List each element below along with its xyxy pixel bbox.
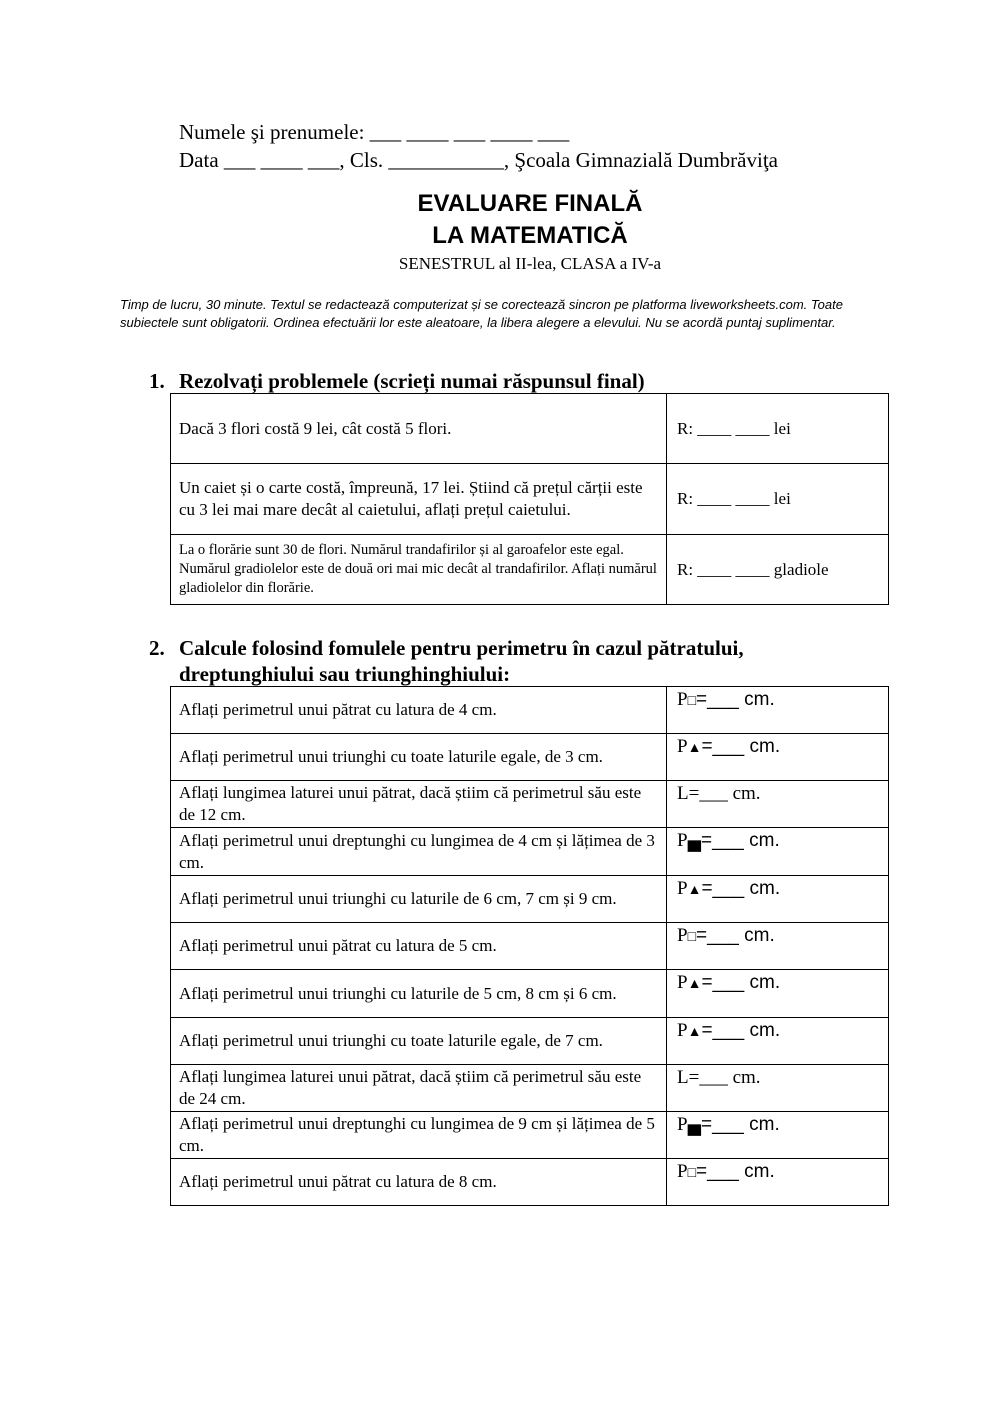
table-row (171, 464, 889, 535)
formula-prefix: P (677, 689, 688, 710)
formula-prefix: P (677, 1020, 688, 1041)
answer-field[interactable] (667, 1018, 889, 1065)
formula-prefix: P (677, 972, 688, 993)
instructions: Timp de lucru, 30 minute. Textul se redactează computerizat și se corectează sincron pe platforma liveworksheets.com. Toate subiectele sunt obligatorii. Ordinea efectuării lor este aleatoare, la libera alegere a elevului. Nu se acordă puntaj suplimentar. (120, 297, 843, 330)
section2-heading (149, 635, 839, 687)
formula-prefix: P (677, 736, 688, 757)
triangle-icon: ▲ (687, 1023, 702, 1039)
table-row (171, 535, 889, 605)
question-cell: Un caiet și o carte costă, împreună, 17 lei. Știind că prețul cărții este cu 3 lei mai mare decât al caietului, aflați prețul caietului. (171, 464, 667, 535)
name-line: Numele şi prenumele: ___ ____ ___ ____ ___ (179, 120, 570, 144)
answer-field[interactable]: R: ____ ____ lei (667, 464, 889, 535)
square-icon: □ (687, 928, 697, 944)
answer-blank: =___ cm. (701, 830, 780, 851)
table-row (171, 1018, 889, 1065)
formula-prefix: L (677, 1067, 689, 1088)
question-cell: Aflați perimetrul unui triunghi cu toate laturile egale, de 3 cm. (171, 734, 667, 781)
square-icon: □ (687, 692, 697, 708)
answer-field[interactable] (667, 1065, 889, 1112)
title-line-1: EVALUARE FINALĂ (417, 190, 643, 217)
rectangle-icon: ▄ (687, 830, 702, 851)
answer-blank: =___ cm. (688, 1067, 761, 1088)
table-row (171, 923, 889, 970)
table-row (171, 781, 889, 828)
answer-field[interactable] (667, 1159, 889, 1206)
table-row (171, 876, 889, 923)
subtitle: SENESTRUL al II-lea, CLASA a IV-a (398, 254, 662, 273)
question-cell: Aflați perimetrul unui pătrat cu latura de 5 cm. (171, 923, 667, 970)
answer-blank: =___ cm. (701, 736, 781, 757)
formula-prefix: P (677, 1161, 688, 1182)
answer-field[interactable]: R: ____ ____ lei (667, 394, 889, 464)
formula-prefix: P (677, 878, 688, 899)
answer-field[interactable] (667, 923, 889, 970)
triangle-icon: ▲ (687, 881, 702, 897)
formula-prefix: P (677, 830, 688, 851)
question-cell: Dacă 3 flori costă 9 lei, cât costă 5 flori. (171, 394, 667, 464)
table-row (171, 1065, 889, 1112)
question-cell: Aflați perimetrul unui triunghi cu laturile de 5 cm, 8 cm și 6 cm. (171, 970, 667, 1018)
section1-number: 1. (149, 369, 165, 393)
question-cell: Aflați perimetrul unui pătrat cu latura de 4 cm. (171, 687, 667, 734)
answer-blank: =___ cm. (701, 972, 781, 993)
answer-blank: =___ cm. (701, 878, 781, 899)
formula-prefix: P (677, 1114, 688, 1135)
table-row (171, 734, 889, 781)
answer-blank: =___ cm. (696, 689, 775, 710)
date-line: Data ___ ____ ___, Cls. ___________, Şcoala Gimnazială Dumbrăviţa (179, 148, 778, 172)
triangle-icon: ▲ (687, 739, 702, 755)
answer-field[interactable] (667, 781, 889, 828)
question-cell: Aflați perimetrul unui triunghi cu laturile de 6 cm, 7 cm și 9 cm. (171, 876, 667, 923)
question-cell: Aflați perimetrul unui dreptunghi cu lungimea de 4 cm și lățimea de 3 cm. (171, 828, 667, 876)
square-icon: □ (687, 1164, 697, 1180)
section1-heading (149, 368, 839, 394)
answer-field[interactable] (667, 828, 889, 876)
answer-field[interactable] (667, 970, 889, 1018)
question-cell: Aflați perimetrul unui pătrat cu latura de 8 cm. (171, 1159, 667, 1206)
answer-field[interactable] (667, 734, 889, 781)
answer-field[interactable] (667, 1112, 889, 1159)
table-row (171, 394, 889, 464)
section1-title: Rezolvați problemele (scrieți numai răspunsul final) (179, 369, 645, 393)
question-cell: Aflați lungimea laturei unui pătrat, dacă știim că perimetrul său este de 12 cm. (171, 781, 667, 828)
formula-prefix: P (677, 925, 688, 946)
answer-blank: =___ cm. (701, 1020, 781, 1041)
section2-number: 2. (149, 636, 165, 660)
answer-field[interactable] (667, 876, 889, 923)
answer-blank: =___ cm. (696, 1161, 775, 1182)
triangle-icon: ▲ (687, 975, 702, 991)
table-row (171, 1112, 889, 1159)
rectangle-icon: ▄ (687, 1114, 702, 1135)
answer-blank: =___ cm. (696, 925, 775, 946)
table-row (171, 828, 889, 876)
section1-table (170, 393, 889, 605)
question-cell: Aflați lungimea laturei unui pătrat, dacă știim că perimetrul său este de 24 cm. (171, 1065, 667, 1112)
table-row (171, 687, 889, 734)
answer-field[interactable]: R: ____ ____ gladiole (667, 535, 889, 605)
table-row (171, 1159, 889, 1206)
question-cell: Aflați perimetrul unui triunghi cu toate laturile egale, de 7 cm. (171, 1018, 667, 1065)
formula-prefix: L (677, 783, 689, 804)
answer-blank: =___ cm. (688, 783, 761, 804)
question-cell: Aflați perimetrul unui dreptunghi cu lungimea de 9 cm și lățimea de 5 cm. (171, 1112, 667, 1159)
section2-title: Calcule folosind fomulele pentru perimetru în cazul pătratului, dreptunghiului sau triunghinghiului: (179, 636, 744, 686)
section2-table (170, 686, 889, 1206)
answer-field[interactable] (667, 687, 889, 734)
table-row (171, 970, 889, 1018)
question-cell: La o florărie sunt 30 de flori. Numărul trandafirilor și al garoafelor este egal. Numărul gradiolelor este de două ori mai mic decât al trandafirilor. Aflați numărul gladiolelor din florărie. (171, 535, 667, 605)
title-line-2: LA MATEMATICĂ (432, 222, 628, 249)
answer-blank: =___ cm. (701, 1114, 780, 1135)
